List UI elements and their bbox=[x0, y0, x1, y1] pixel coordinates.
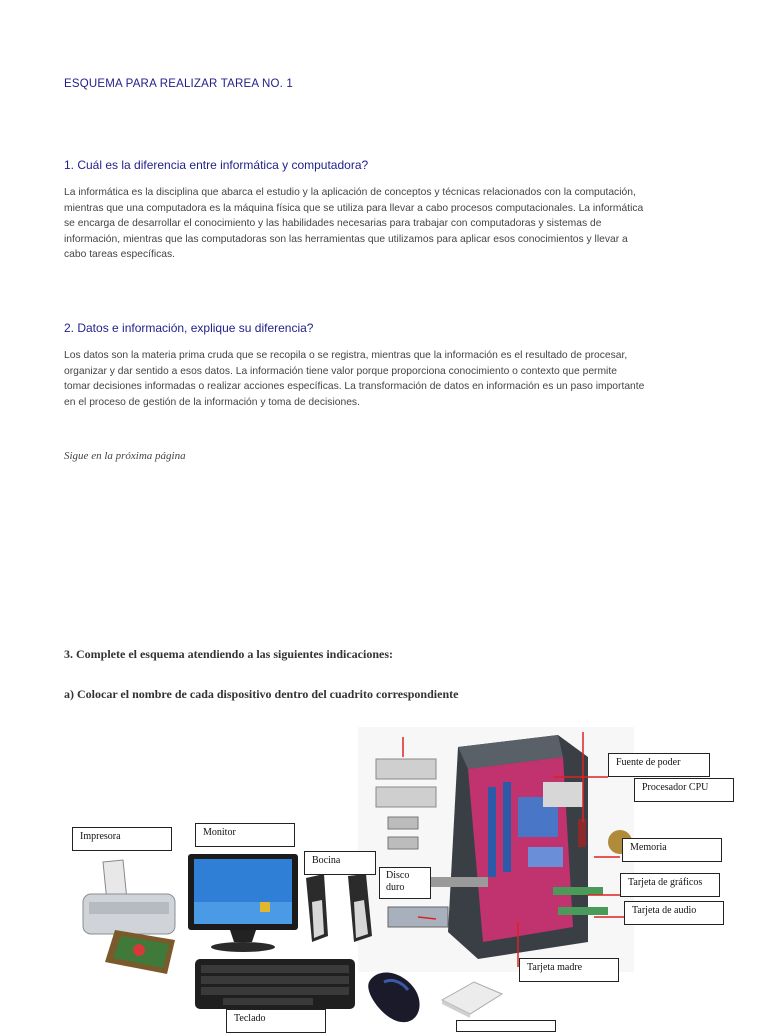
answer-2-line: tomar decisiones informadas o realizar acciones específicas. La transformación de datos en información es un paso importante bbox=[64, 381, 645, 392]
answer-2-line: Los datos son la materia prima cruda que se recopila o se registra, mientras que la información es el resultado de procesar, bbox=[64, 350, 628, 361]
label-memoria: Memoria bbox=[622, 838, 722, 862]
label-procesador: Procesador CPU bbox=[634, 778, 734, 802]
keyboard-icon bbox=[193, 955, 357, 1013]
label-impresora: Impresora bbox=[72, 827, 172, 851]
label-tarjeta-audio: Tarjeta de audio bbox=[624, 901, 724, 925]
question-3-instruction: a) Colocar el nombre de cada dispositivo dentro del cuadrito correspondiente bbox=[64, 687, 459, 701]
question-2-heading: 2. Datos e información, explique su diferencia? bbox=[64, 321, 314, 335]
answer-2-line: organizar y dar sentido a esos datos. La información tiene valor porque proporciona conocimiento o contexto que permite bbox=[64, 365, 617, 377]
answer-1-line: mientras que una computadora es la máquina física que se utiliza para llevar a cabo procesos computacionales. La informática bbox=[64, 202, 644, 214]
label-tarjeta-graficos: Tarjeta de gráficos bbox=[620, 873, 720, 897]
device-diagram bbox=[0, 720, 768, 1024]
printer-icon bbox=[75, 852, 183, 974]
answer-2-line: en el proceso de gestión de la información y toma de decisiones. bbox=[64, 396, 360, 408]
document-title: ESQUEMA PARA REALIZAR TAREA NO. 1 bbox=[64, 78, 294, 90]
label-monitor: Monitor bbox=[195, 823, 295, 847]
label-bocina: Bocina bbox=[304, 851, 376, 875]
answer-2 bbox=[64, 348, 704, 410]
mouse-icon bbox=[362, 968, 432, 1024]
label-tarjeta-madre: Tarjeta madre bbox=[519, 958, 619, 982]
label-fuente-poder: Fuente de poder bbox=[608, 753, 710, 777]
label-teclado: Teclado bbox=[226, 1009, 326, 1033]
label-disco-duro-line: duro bbox=[386, 882, 405, 893]
continue-note: Sigue en la próxima página bbox=[64, 450, 186, 462]
answer-1-line: información, mientras que las computadoras son las herramientas que utilizamos para aplicar esos conocimientos y llevar a bbox=[64, 233, 628, 245]
speakers-icon bbox=[302, 872, 380, 944]
label-disco-duro-line: Disco bbox=[386, 870, 410, 881]
answer-1-line: se encarga de desarrollar el conocimiento y las habilidades necesarias para trabajar con computadoras y sistemas de bbox=[64, 218, 602, 229]
label-disco-duro bbox=[379, 867, 431, 899]
answer-1-line: La informática es la disciplina que abarca el estudio y la aplicación de conceptos y técnicas relacionados con la computación, bbox=[64, 187, 636, 198]
answer-1-line: cabo tareas específicas. bbox=[64, 249, 176, 260]
question-1-heading: 1. Cuál es la diferencia entre informática y computadora? bbox=[64, 158, 369, 172]
pc-tower-icon bbox=[358, 727, 634, 972]
label-empty-box bbox=[456, 1020, 556, 1032]
answer-1 bbox=[64, 185, 704, 263]
monitor-icon bbox=[186, 852, 300, 954]
modem-icon bbox=[436, 978, 506, 1018]
question-3-heading: 3. Complete el esquema atendiendo a las siguientes indicaciones: bbox=[64, 647, 393, 661]
